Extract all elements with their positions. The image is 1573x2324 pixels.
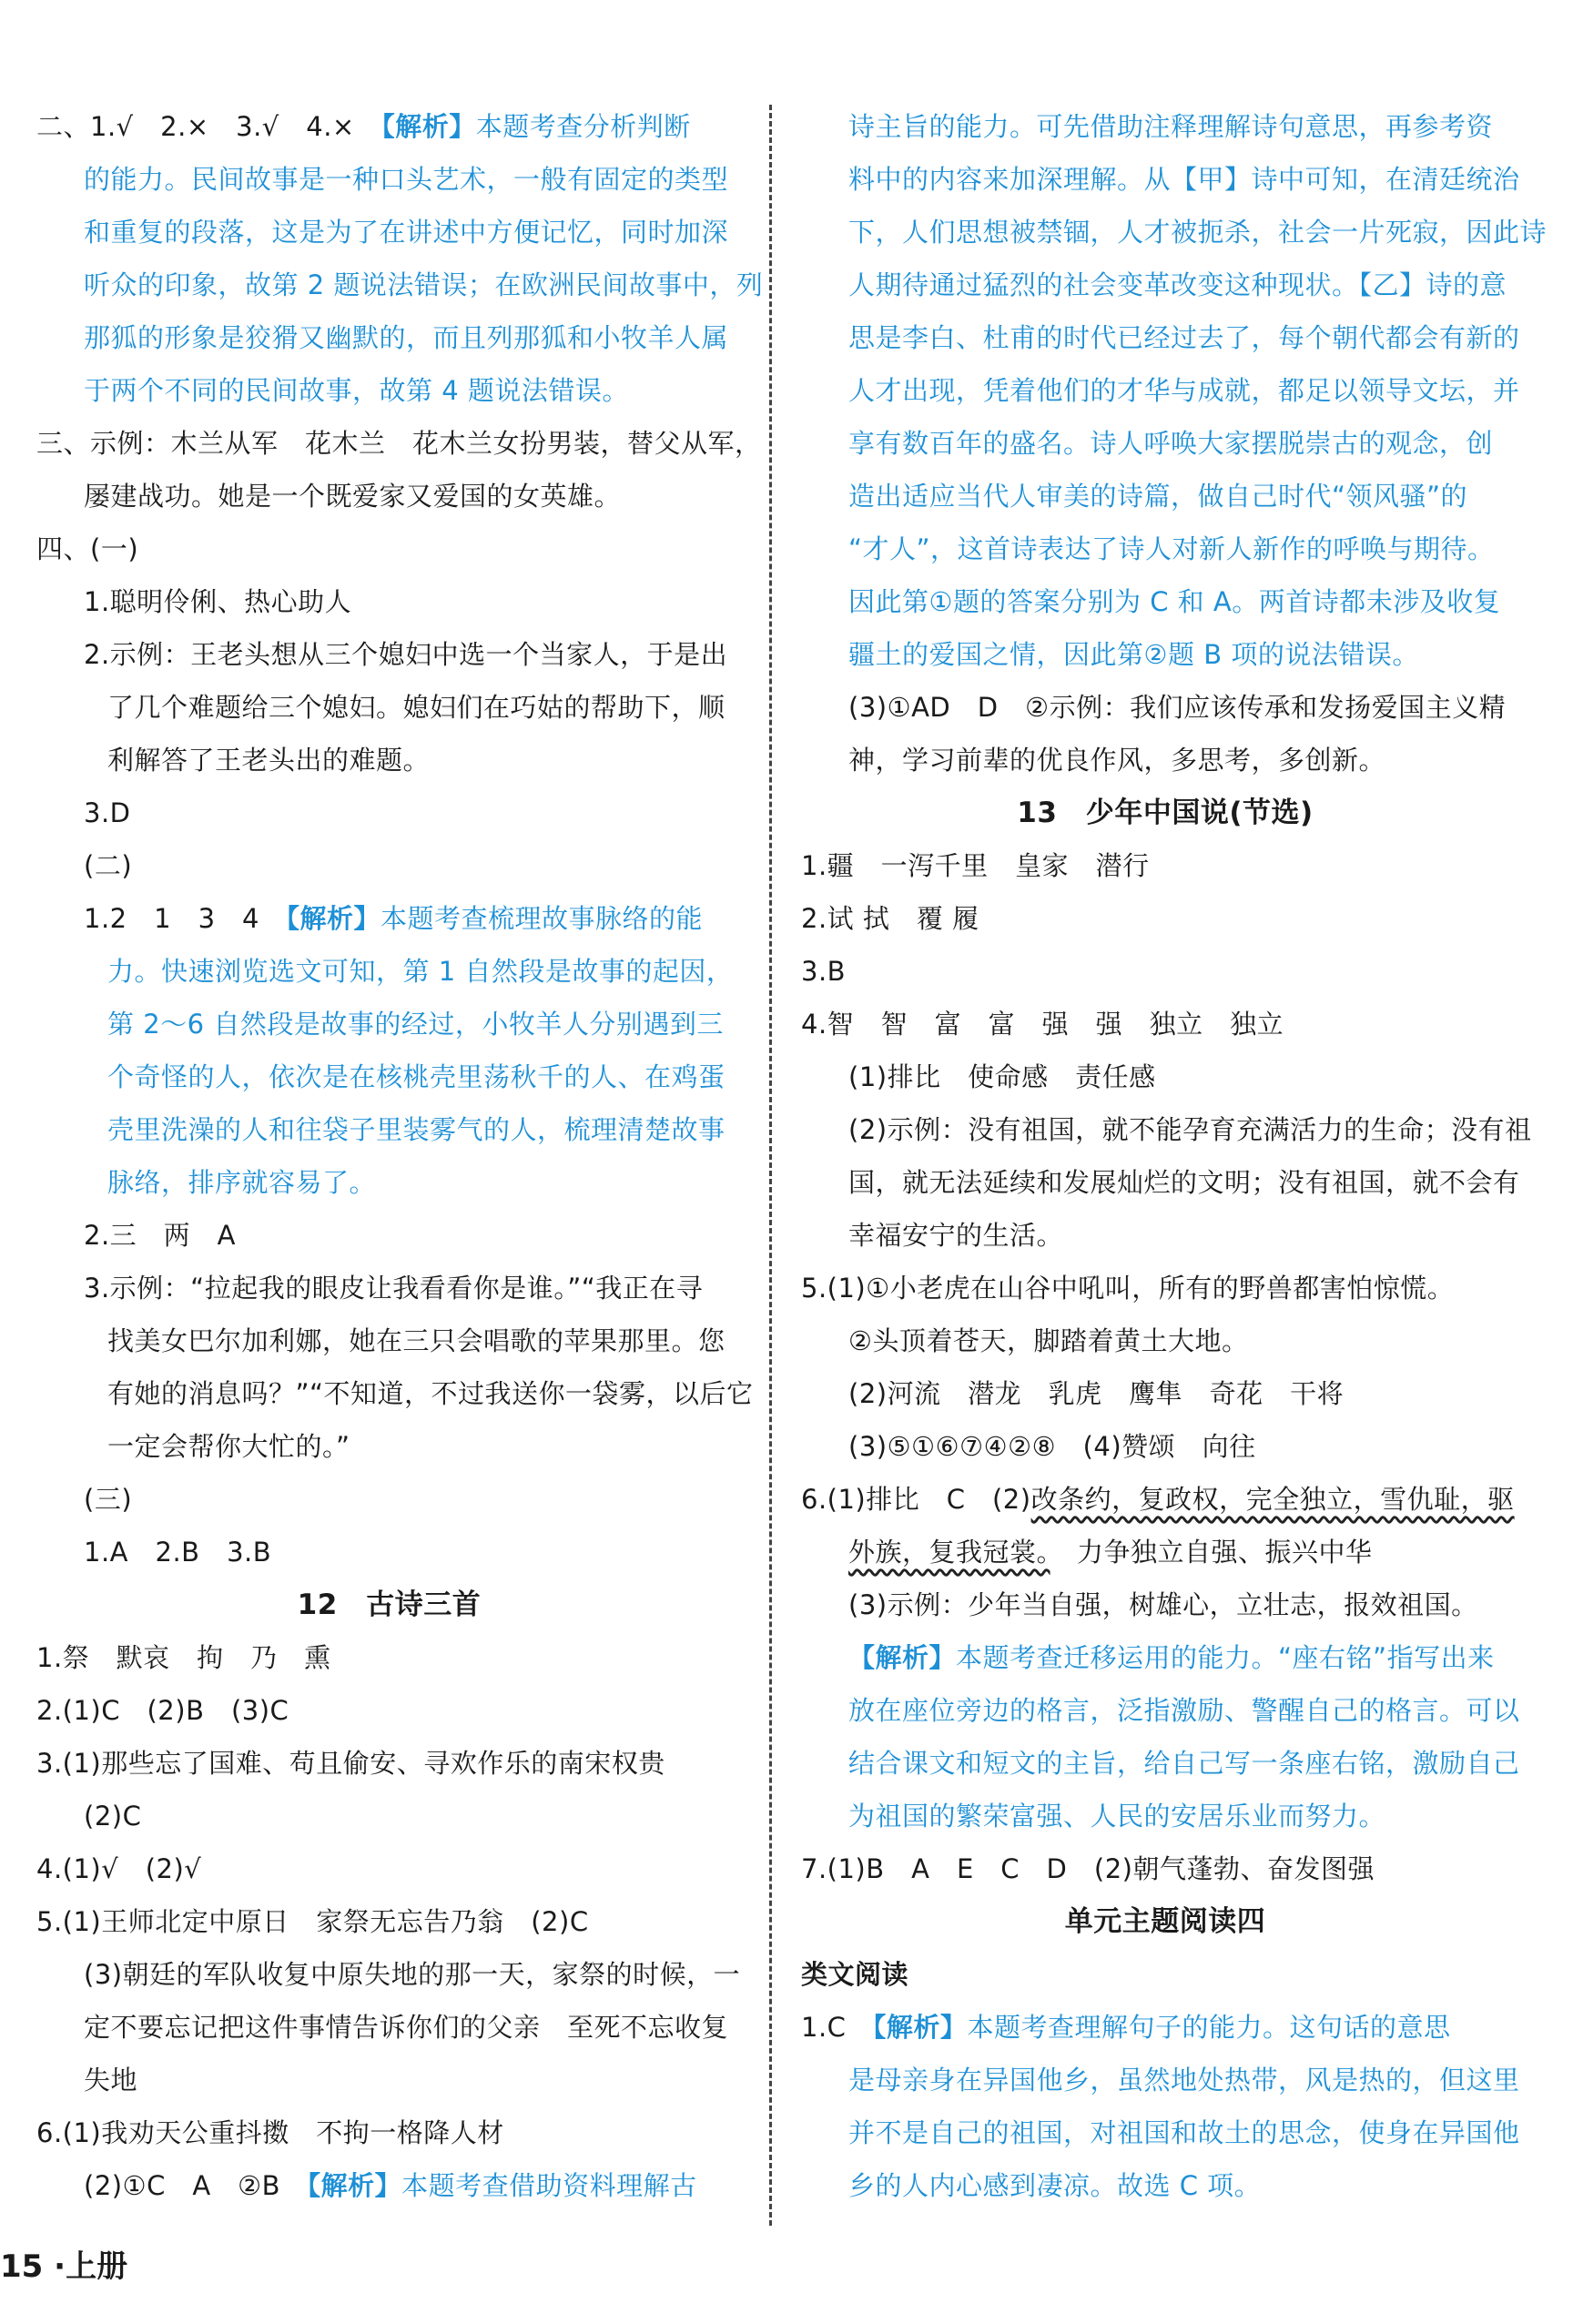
text-line — [36, 523, 742, 575]
text-line — [801, 1526, 1529, 1578]
text-span: 定不要忘记把这件事情告诉你们的父亲 至死不忘收复 — [84, 2012, 729, 2043]
text-span: ②头顶着苍天，脚踏着黄土大地。 — [848, 1325, 1249, 1356]
text-line — [36, 2054, 742, 2106]
text-line — [36, 787, 742, 839]
text-line — [801, 1367, 1529, 1420]
text-span: 找美女巴尔加利娜，她在三只会唱歌的苹果那里。您 — [107, 1325, 726, 1356]
text-span: 类文阅读 — [801, 1959, 909, 1990]
section-subtitle — [801, 1948, 1529, 2001]
text-line — [36, 998, 742, 1050]
text-line — [801, 1262, 1529, 1314]
text-span: 2.(1)C (2)B (3)C — [36, 1695, 289, 1726]
text-span: 1.祭 默哀 拘 乃 熏 — [36, 1642, 331, 1673]
text-line — [36, 2106, 742, 2159]
text-span: (1)排比 使命感 责任感 — [848, 1061, 1156, 1092]
text-span: 13 少年中国说(节选) — [1017, 797, 1314, 829]
text-span: 本题考查分析判断 — [475, 111, 691, 142]
text-span: 乡的人内心感到凄凉。故选 C 项。 — [848, 2170, 1262, 2201]
text-line — [801, 1156, 1529, 1209]
text-line — [36, 470, 742, 523]
text-span: (3)示例：少年当自强，树雄心，立壮志，报效祖国。 — [848, 1589, 1478, 1620]
text-line — [801, 998, 1529, 1050]
text-line — [801, 945, 1529, 998]
text-span: 12 古诗三首 — [297, 1588, 482, 1621]
right-column — [801, 100, 1548, 2212]
text-span: 人期待通过猛烈的社会变革改变这种现状。【乙】诗的意 — [848, 269, 1507, 300]
text-span: 放在座位旁边的格言，泛指激励、警醒自己的格言。可以 — [848, 1695, 1520, 1726]
text-line — [36, 259, 764, 311]
text-line — [801, 1473, 1529, 1526]
text-line — [36, 364, 742, 417]
text-line — [801, 734, 1529, 787]
text-line — [36, 1209, 742, 1262]
text-span: 壳里洗澡的人和往袋子里装雾气的人，梳理清楚故事 — [107, 1114, 726, 1145]
text-line — [36, 945, 742, 998]
text-span: 改条约，复政权，完全独立，雪仇耻，驱 — [1030, 1484, 1515, 1515]
text-span: “才人”，这首诗表达了诗人对新人新作的呼唤与期待。 — [848, 533, 1495, 564]
text-line — [36, 1473, 742, 1526]
text-line — [36, 734, 742, 787]
text-span: 疆土的爱国之情，因此第②题 B 项的说法错误。 — [848, 639, 1419, 670]
text-span: (2)①C A ②B — [84, 2170, 308, 2201]
text-line — [36, 417, 762, 470]
text-span: (二) — [84, 850, 133, 881]
text-span: 力争独立自强、振兴中华 — [1050, 1537, 1373, 1568]
text-line — [801, 1209, 1529, 1262]
text-span: 5.(1)王师北定中原日 家祭无忘告乃翁 (2)C — [36, 1906, 589, 1937]
text-span: 国，就无法延续和发展灿烂的文明；没有祖国，就不会有 — [848, 1167, 1520, 1198]
text-line — [36, 100, 742, 153]
text-span: 结合课文和短文的主旨，给自己写一条座右铭，激励自己 — [848, 1748, 1520, 1779]
text-span: 本题考查梳理故事脉络的能 — [381, 903, 704, 934]
text-span: 力。快速浏览选文可知，第 1 自然段是故事的起因， — [107, 956, 734, 987]
analysis-tag: 【解析】 — [381, 111, 476, 142]
text-line — [36, 1103, 742, 1156]
text-span: 第 2～6 自然段是故事的经过，小牧羊人分别遇到三 — [107, 1009, 724, 1040]
text-span: 1.2 1 3 4 — [84, 903, 287, 934]
analysis-tag: 【解析】 — [286, 903, 381, 934]
text-line — [801, 1737, 1529, 1790]
text-span: 屡建战功。她是一个既爱家又爱国的女英雄。 — [84, 481, 622, 512]
text-span: 那狐的形象是狡猾又幽默的，而且列那狐和小牧羊人属 — [84, 322, 729, 353]
text-span: (三) — [84, 1484, 133, 1515]
text-line — [801, 2001, 1529, 2054]
text-span: 5.(1)①小老虎在山谷中吼叫，所有的野兽都害怕惊慌。 — [801, 1273, 1455, 1304]
analysis-tag: 【解析】 — [307, 2170, 402, 2201]
text-line — [36, 1842, 742, 1895]
section-title — [801, 787, 1529, 839]
text-span: 听众的印象，故第 2 题说法错误；在欧洲民间故事中，列 — [84, 269, 764, 300]
text-span: 本题考查理解句子的能力。这句话的意思 — [967, 2012, 1451, 2043]
text-line — [801, 2054, 1529, 2106]
text-span: 享有数百年的盛名。诗人呼唤大家摆脱崇古的观念，创 — [848, 428, 1494, 459]
text-line — [36, 1314, 742, 1367]
text-span: (3)⑤①⑥⑦④②⑧ (4)赞颂 向往 — [848, 1431, 1256, 1462]
text-span: 单元主题阅读四 — [1064, 1905, 1266, 1938]
page-footer: 15 ·上册 — [0, 2248, 128, 2285]
text-line — [36, 1631, 742, 1684]
text-span: 料中的内容来加深理解。从【甲】诗中可知，在清廷统治 — [848, 164, 1520, 195]
text-span: 1.疆 一泻千里 皇家 潜行 — [801, 850, 1150, 881]
text-span: 1.C — [801, 2012, 873, 2043]
text-span: 3.D — [84, 797, 131, 828]
text-span: 4.(1)√ (2)√ — [36, 1853, 202, 1884]
text-line — [36, 1948, 742, 2001]
text-line — [801, 1631, 1529, 1684]
text-line — [801, 100, 1529, 153]
text-line — [801, 892, 1529, 945]
text-line — [36, 1790, 742, 1842]
text-span: 下，人们思想被禁锢，人才被扼杀，社会一片死寂，因此诗 — [848, 217, 1548, 248]
text-span: 了几个难题给三个媳妇。媳妇们在巧姑的帮助下，顺 — [107, 692, 726, 723]
text-span: 3.B — [801, 956, 847, 987]
text-line — [36, 311, 742, 364]
text-span: 本题考查借助资料理解古 — [401, 2170, 697, 2201]
text-line — [36, 1156, 742, 1209]
text-line — [36, 1262, 742, 1314]
text-line — [801, 1790, 1529, 1842]
text-line — [36, 1737, 742, 1790]
column-divider — [769, 105, 772, 2226]
text-line — [801, 628, 1529, 681]
text-span: 7.(1)B A E C D (2)朝气蓬勃、奋发图强 — [801, 1853, 1375, 1884]
text-line — [36, 575, 742, 628]
text-line — [36, 1684, 742, 1737]
text-span: 于两个不同的民间故事，故第 4 题说法错误。 — [84, 375, 629, 406]
text-span: 失地 — [84, 2065, 138, 2096]
text-span: 和重复的段落，这是为了在讲述中方便记忆，同时加深 — [84, 217, 729, 248]
text-line — [36, 2159, 742, 2212]
text-line — [801, 311, 1529, 364]
text-line — [36, 1050, 742, 1103]
text-span: 4.智 智 富 富 强 强 独立 独立 — [801, 1009, 1284, 1040]
text-span: 2.示例：王老头想从三个媳妇中选一个当家人，于是出 — [84, 639, 728, 670]
text-line — [801, 153, 1529, 206]
text-span: 四、(一) — [36, 533, 139, 564]
text-line — [36, 2001, 742, 2054]
text-span: 三、示例：木兰从军 花木兰 花木兰女扮男装，替父从军， — [36, 428, 762, 459]
text-line — [801, 1050, 1529, 1103]
text-line — [36, 681, 742, 734]
text-line — [36, 892, 742, 945]
text-span: 是母亲身在异国他乡，虽然地处热带，风是热的，但这里 — [848, 2065, 1520, 2096]
text-span: 人才出现，凭着他们的才华与成就，都足以领导文坛，并 — [848, 375, 1520, 406]
text-line — [801, 1314, 1529, 1367]
text-span: (3)①AD D ②示例：我们应该传承和发扬爱国主义精 — [848, 692, 1507, 723]
text-span: 有她的消息吗？”“不知道，不过我送你一袋雾，以后它 — [107, 1378, 754, 1409]
text-span: 一定会帮你大忙的。” — [107, 1431, 350, 1462]
analysis-tag: 【解析】 — [848, 1642, 957, 1673]
text-line — [801, 206, 1548, 259]
text-span: 外族，复我冠裳。 — [848, 1537, 1050, 1568]
left-column — [36, 100, 764, 2212]
text-span: 本题考查迁移运用的能力。“座右铭”指写出来 — [956, 1642, 1495, 1673]
text-line — [801, 1684, 1529, 1737]
section-title — [36, 1578, 742, 1631]
text-span: 为祖国的繁荣富强、人民的安居乐业而努力。 — [848, 1801, 1386, 1832]
text-line — [801, 681, 1529, 734]
text-span: 诗主旨的能力。可先借助注释理解诗句意思，再参考资 — [848, 111, 1494, 142]
text-span: 思是李白、杜甫的时代已经过去了，每个朝代都会有新的 — [848, 322, 1520, 353]
section-title — [801, 1895, 1529, 1948]
text-line — [801, 417, 1529, 470]
text-line — [801, 2159, 1529, 2212]
text-span: 脉络，排序就容易了。 — [107, 1167, 377, 1198]
text-line — [36, 1895, 742, 1948]
text-line — [801, 839, 1529, 892]
text-span: (2)示例：没有祖国，就不能孕育充满活力的生命；没有祖 — [848, 1114, 1532, 1145]
text-span: 1.A 2.B 3.B — [84, 1537, 272, 1568]
text-span: 利解答了王老头出的难题。 — [107, 745, 431, 776]
text-line — [801, 575, 1529, 628]
text-line — [36, 628, 742, 681]
text-span: 2.试 拭 覆 履 — [801, 903, 979, 934]
text-span: 6.(1)我劝天公重抖擞 不拘一格降人材 — [36, 2117, 504, 2148]
text-line — [36, 153, 742, 206]
text-span: 2.三 两 A — [84, 1220, 237, 1251]
text-span: (2)河流 潜龙 乳虎 鹰隼 奇花 干将 — [848, 1378, 1345, 1409]
text-span: 1.聪明伶俐、热心助人 — [84, 586, 352, 617]
text-span: 二、1.√ 2.× 3.√ 4.× — [36, 111, 382, 142]
text-line — [801, 2106, 1529, 2159]
text-line — [801, 1578, 1529, 1631]
text-line — [36, 1420, 742, 1473]
text-span: 3.(1)那些忘了国难、苟且偷安、寻欢作乐的南宋权贵 — [36, 1748, 665, 1779]
text-line — [801, 259, 1529, 311]
text-line — [801, 523, 1529, 575]
text-line — [36, 1526, 742, 1578]
text-line — [801, 470, 1529, 523]
text-span: 6.(1)排比 C (2) — [801, 1484, 1031, 1515]
text-line — [801, 1420, 1529, 1473]
text-line — [36, 1367, 754, 1420]
text-span: 3.示例：“拉起我的眼皮让我看看你是谁。”“我正在寻 — [84, 1273, 704, 1304]
text-span: (2)C — [84, 1801, 142, 1832]
text-span: 幸福安宁的生活。 — [848, 1220, 1064, 1251]
analysis-tag: 【解析】 — [872, 2012, 968, 2043]
text-span: (3)朝廷的军队收复中原失地的那一天，家祭的时候，一 — [84, 1959, 741, 1990]
text-span: 神，学习前辈的优良作风，多思考，多创新。 — [848, 745, 1386, 776]
text-line — [801, 364, 1529, 417]
text-span: 因此第①题的答案分别为 C 和 A。两首诗都未涉及收复 — [848, 586, 1501, 617]
text-span: 个奇怪的人，依次是在核桃壳里荡秋千的人、在鸡蛋 — [107, 1061, 726, 1092]
text-span: 并不是自己的祖国，对祖国和故土的思念，使身在异国他 — [848, 2117, 1520, 2148]
text-line — [36, 206, 742, 259]
text-span: 的能力。民间故事是一种口头艺术，一般有固定的类型 — [84, 164, 729, 195]
text-span: 造出适应当代人审美的诗篇，做自己时代“领风骚”的 — [848, 481, 1468, 512]
text-line — [801, 1103, 1532, 1156]
text-line — [36, 839, 742, 892]
text-line — [801, 1842, 1529, 1895]
